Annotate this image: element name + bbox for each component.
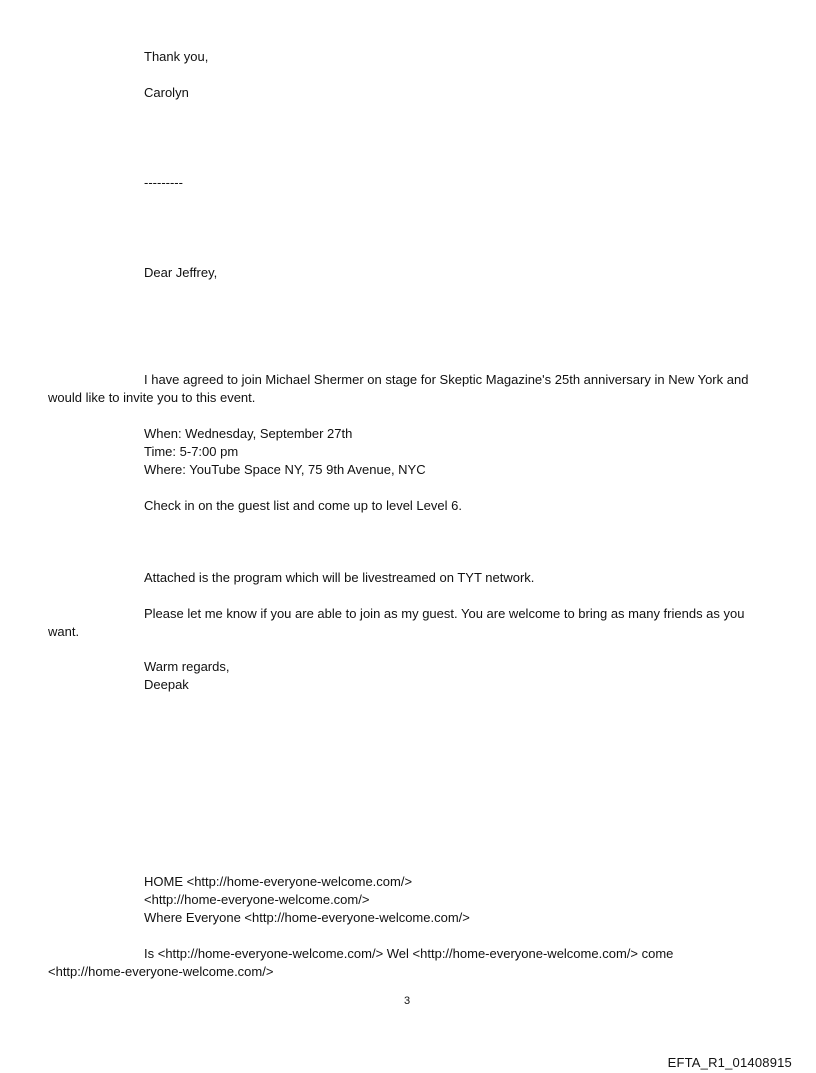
invitation-paragraph-line-2: want. bbox=[48, 624, 80, 639]
event-time: Time: 5-7:00 pm bbox=[144, 444, 239, 459]
footer-link-line-4: Is <http://home-everyone-welcome.com/> Wel <http://home-everyone-welcome.com/> come bbox=[144, 946, 674, 961]
body-paragraph-1-line-2: would like to invite you to this event. bbox=[48, 390, 256, 405]
separator: --------- bbox=[144, 175, 183, 190]
event-where: Where: YouTube Space NY, 75 9th Avenue, NYC bbox=[144, 462, 426, 477]
invitation-paragraph-line-1: Please let me know if you are able to join as my guest. You are welcome to bring as many friends as you bbox=[144, 606, 745, 621]
body-paragraph-1-line-1: I have agreed to join Michael Shermer on stage for Skeptic Magazine's 25th anniversary in New York and bbox=[144, 372, 749, 387]
page-number: 3 bbox=[404, 995, 411, 1007]
document-id: EFTA_R1_01408915 bbox=[667, 1055, 792, 1070]
previous-signature: Carolyn bbox=[144, 85, 189, 100]
closing: Warm regards, bbox=[144, 659, 230, 674]
footer-link-line-1: HOME <http://home-everyone-welcome.com/> bbox=[144, 874, 413, 889]
salutation: Dear Jeffrey, bbox=[144, 265, 218, 280]
previous-closing: Thank you, bbox=[144, 49, 209, 64]
attached-program: Attached is the program which will be livestreamed on TYT network. bbox=[144, 570, 535, 585]
footer-link-line-5: <http://home-everyone-welcome.com/> bbox=[48, 964, 274, 979]
event-when: When: Wednesday, September 27th bbox=[144, 426, 353, 441]
signature: Deepak bbox=[144, 677, 189, 692]
footer-link-line-3: Where Everyone <http://home-everyone-welcome.com/> bbox=[144, 910, 470, 925]
footer-link-line-2: <http://home-everyone-welcome.com/> bbox=[144, 892, 370, 907]
checkin-instructions: Check in on the guest list and come up to level Level 6. bbox=[144, 498, 462, 513]
